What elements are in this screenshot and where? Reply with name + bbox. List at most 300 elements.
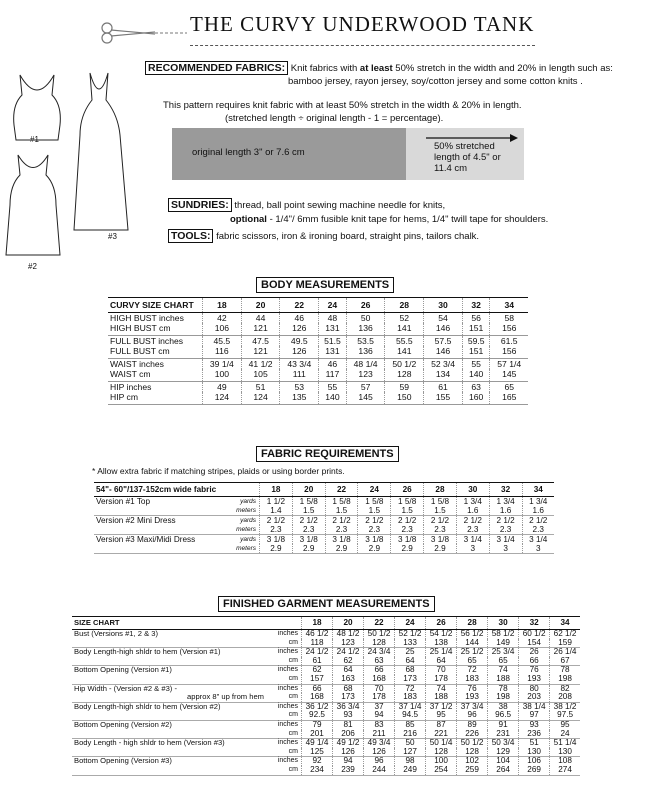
unit-label: yards — [240, 498, 256, 505]
table-cell: 87 — [426, 720, 457, 729]
table-cell: 188 — [426, 693, 457, 702]
table-cell: 96 — [364, 757, 395, 766]
table-cell: 45.5 — [203, 336, 242, 347]
row-label: HIGH BUST cm — [108, 323, 203, 336]
table-header-row — [108, 298, 528, 313]
table-cell: 2.3 — [489, 525, 522, 535]
table-cell: 51.5 — [319, 336, 347, 347]
table-cell: 140 — [462, 369, 490, 382]
size-header: 32 — [519, 617, 550, 630]
table-cell: 2 1/2 — [522, 516, 554, 526]
size-header: 18 — [302, 617, 333, 630]
table-cell: 49 — [203, 382, 242, 393]
table-cell: 37 3/4 — [457, 702, 488, 711]
row-label — [72, 675, 268, 684]
table-cell: 2.9 — [260, 544, 293, 554]
table-cell: 206 — [333, 730, 364, 739]
unit-label: cm — [268, 730, 302, 739]
table-cell: 62 1/2 — [550, 630, 580, 639]
table-cell: 50 — [395, 739, 426, 748]
table-cell: 130 — [519, 748, 550, 757]
original-length-label: original length 3" or 7.6 cm — [192, 147, 305, 158]
row-label: approx 8" up from hem — [72, 693, 268, 702]
size-header: 30 — [424, 298, 463, 313]
table-cell: 52 1/2 — [395, 630, 426, 639]
table-cell: 183 — [457, 675, 488, 684]
body-measurements-table — [108, 297, 528, 405]
size-header: 32 — [462, 298, 490, 313]
unit-label: inches — [277, 666, 298, 674]
table-cell: 117 — [319, 369, 347, 382]
unit-label: cm — [268, 675, 302, 684]
row-label: Bottom Opening (Version #1) — [74, 665, 172, 675]
table-cell: 2 1/2 — [489, 516, 522, 526]
table-cell: 51 — [519, 739, 550, 748]
size-header: 24 — [319, 298, 347, 313]
table-cell: 155 — [424, 392, 463, 405]
table-cell: 67 — [550, 657, 580, 666]
table-cell: 2.3 — [260, 525, 293, 535]
table-cell: 50 1/2 — [364, 630, 395, 639]
table-header-row — [94, 483, 554, 497]
page-title: THE CURVY UNDERWOOD TANK — [190, 12, 535, 36]
size-header: 22 — [325, 483, 358, 497]
stretch-line2: (stretched length ÷ original length - 1 = percentage). — [225, 113, 444, 124]
table-cell: 59 — [385, 382, 424, 393]
table-cell: 149 — [488, 639, 519, 648]
table-cell: 76 — [457, 684, 488, 693]
table-cell: 57.5 — [424, 336, 463, 347]
table-cell: 3 — [489, 544, 522, 554]
table-cell: 133 — [395, 639, 426, 648]
table-row — [94, 544, 554, 554]
table-cell: 2 1/2 — [391, 516, 424, 526]
table-row — [94, 516, 554, 526]
size-header: 28 — [424, 483, 457, 497]
table-cell: 61 — [302, 657, 333, 666]
table-cell: 49.5 — [280, 336, 319, 347]
table-cell: 49 1/4 — [302, 739, 333, 748]
size-header: 32 — [489, 483, 522, 497]
table-cell: 203 — [519, 693, 550, 702]
row-label — [94, 544, 216, 554]
garment-sketches — [0, 65, 170, 280]
table-cell: 83 — [364, 720, 395, 729]
table-cell: 50 1/2 — [385, 359, 424, 370]
table-cell: 46 1/2 — [302, 630, 333, 639]
unit-label: yards — [240, 517, 256, 524]
finished-measurements-title: FINISHED GARMENT MEASUREMENTS — [218, 596, 435, 612]
table-row — [108, 346, 528, 359]
size-header: 18 — [203, 298, 242, 313]
table-cell: 93 — [333, 711, 364, 720]
table-row — [72, 766, 580, 775]
table-cell: 2.9 — [391, 544, 424, 554]
table-cell: 2 1/2 — [424, 516, 457, 526]
table-cell: 78 — [488, 684, 519, 693]
table-cell: 126 — [280, 346, 319, 359]
table-cell: 1.5 — [424, 506, 457, 516]
table-cell: 193 — [519, 675, 550, 684]
table-cell: 106 — [519, 757, 550, 766]
table-cell: 1 5/8 — [325, 497, 358, 507]
table-cell: 65 — [488, 657, 519, 666]
table-cell: 41 1/2 — [241, 359, 280, 370]
table-cell: 55 — [462, 359, 490, 370]
table-cell: 3 1/8 — [358, 535, 391, 545]
table-cell: 26 — [519, 648, 550, 657]
table-cell: 70 — [426, 666, 457, 675]
table-cell: 159 — [550, 639, 580, 648]
table-cell: 52 — [385, 313, 424, 324]
table-cell: 38 1/2 — [550, 702, 580, 711]
version1-top-sketch — [14, 75, 61, 140]
size-header: 34 — [490, 298, 528, 313]
table-cell: 2 1/2 — [292, 516, 325, 526]
unit-label: cm — [268, 711, 302, 720]
table-header-row — [72, 617, 580, 630]
recommended-fabrics — [145, 62, 640, 75]
table-cell: 136 — [346, 346, 385, 359]
size-header: 26 — [426, 617, 457, 630]
table-cell: 3 1/4 — [456, 535, 489, 545]
table-cell: 62 — [333, 657, 364, 666]
sundries-label: SUNDRIES: — [168, 198, 232, 212]
table-cell: 64 — [395, 657, 426, 666]
size-chart-header: CURVY SIZE CHART — [108, 298, 203, 313]
table-cell: 52 3/4 — [424, 359, 463, 370]
table-cell: 76 — [519, 666, 550, 675]
table-cell: 62 — [302, 666, 333, 675]
table-cell: 43 3/4 — [280, 359, 319, 370]
table-cell: 66 — [519, 657, 550, 666]
table-cell: 141 — [385, 323, 424, 336]
table-cell: 168 — [364, 675, 395, 684]
size-header: 24 — [395, 617, 426, 630]
table-cell: 121 — [241, 346, 280, 359]
size-header: 30 — [456, 483, 489, 497]
table-cell: 91 — [488, 720, 519, 729]
table-cell: 46 — [280, 313, 319, 324]
table-cell: 65 — [490, 382, 528, 393]
size-header: 24 — [358, 483, 391, 497]
table-cell: 49 1/2 — [333, 739, 364, 748]
table-cell: 64 — [333, 666, 364, 675]
table-cell: 58 — [490, 313, 528, 324]
stretched-line3: 11.4 cm — [434, 163, 468, 174]
table-row — [108, 313, 528, 324]
table-cell: 3 1/4 — [489, 535, 522, 545]
table-cell: 226 — [457, 730, 488, 739]
table-cell: 98 — [395, 757, 426, 766]
row-label: Bottom Opening (Version #3) — [74, 756, 172, 766]
table-cell: 2 1/2 — [456, 516, 489, 526]
table-cell: 160 — [462, 392, 490, 405]
table-cell: 37 1/4 — [395, 702, 426, 711]
size-header: 34 — [550, 617, 580, 630]
table-cell: 121 — [241, 323, 280, 336]
size-header: 28 — [457, 617, 488, 630]
table-cell: 70 — [364, 684, 395, 693]
row-label: Hip Width - (Version #2 & #3) - — [74, 683, 177, 693]
table-cell: 25 1/2 — [457, 648, 488, 657]
table-cell: 138 — [426, 639, 457, 648]
table-cell: 118 — [302, 639, 333, 648]
table-cell: 89 — [457, 720, 488, 729]
table-cell: 173 — [395, 675, 426, 684]
table-cell: 140 — [319, 392, 347, 405]
table-cell: 126 — [333, 748, 364, 757]
size-header: 30 — [488, 617, 519, 630]
table-cell: 1.6 — [456, 506, 489, 516]
table-cell: 111 — [280, 369, 319, 382]
table-row — [108, 323, 528, 336]
table-cell: 24 1/2 — [302, 648, 333, 657]
table-cell: 92.5 — [302, 711, 333, 720]
unit-label: inches — [277, 684, 298, 692]
table-cell: 123 — [333, 639, 364, 648]
table-cell: 1.4 — [260, 506, 293, 516]
unit-label: cm — [268, 766, 302, 775]
row-label: FULL BUST cm — [108, 346, 203, 359]
table-row — [94, 497, 554, 507]
table-cell: 61.5 — [490, 336, 528, 347]
table-cell: 48 — [319, 313, 347, 324]
table-row — [94, 525, 554, 535]
table-cell: 1.5 — [325, 506, 358, 516]
table-cell: 36 3/4 — [333, 702, 364, 711]
table-cell: 1 3/4 — [489, 497, 522, 507]
table-cell: 66 — [302, 684, 333, 693]
table-cell: 136 — [346, 323, 385, 336]
table-cell: 1.5 — [358, 506, 391, 516]
fabrics-text-a: Knit fabrics with — [290, 63, 358, 74]
table-cell: 72 — [395, 684, 426, 693]
label-version3: #3 — [108, 232, 117, 241]
unit-label: yards — [240, 536, 256, 543]
table-cell: 2 1/2 — [358, 516, 391, 526]
fabric-requirements-table — [94, 482, 554, 554]
table-cell: 2.3 — [391, 525, 424, 535]
table-cell: 104 — [488, 757, 519, 766]
table-cell: 85 — [395, 720, 426, 729]
table-cell: 106 — [203, 323, 242, 336]
table-cell: 3 — [522, 544, 554, 554]
original-length-bar — [172, 128, 406, 180]
table-cell: 61 — [424, 382, 463, 393]
size-header: 22 — [364, 617, 395, 630]
table-cell: 269 — [519, 766, 550, 775]
table-cell: 1 3/4 — [522, 497, 554, 507]
table-cell: 165 — [490, 392, 528, 405]
table-cell: 2.3 — [424, 525, 457, 535]
table-cell: 221 — [426, 730, 457, 739]
table-cell: 150 — [385, 392, 424, 405]
table-cell: 108 — [550, 757, 580, 766]
table-cell: 100 — [203, 369, 242, 382]
sundries-text: thread, ball point sewing machine needle for knits, — [234, 200, 446, 211]
table-cell: 102 — [457, 757, 488, 766]
table-cell: 1 5/8 — [358, 497, 391, 507]
table-cell: 47.5 — [241, 336, 280, 347]
fabrics-text-bold: at least — [359, 63, 393, 74]
row-label: Version #3 Maxi/Midi Dress — [96, 535, 196, 544]
table-cell: 236 — [519, 730, 550, 739]
tools-label: TOOLS: — [168, 229, 213, 243]
table-cell: 25 — [395, 648, 426, 657]
table-cell: 201 — [302, 730, 333, 739]
table-cell: 97.5 — [550, 711, 580, 720]
table-cell: 274 — [550, 766, 580, 775]
version2-dress-sketch — [6, 155, 60, 255]
table-cell: 24 3/4 — [364, 648, 395, 657]
table-cell: 157 — [302, 675, 333, 684]
table-cell: 1 5/8 — [391, 497, 424, 507]
unit-label: inches — [277, 702, 298, 710]
sundries — [168, 199, 445, 212]
table-cell: 126 — [364, 748, 395, 757]
table-cell: 234 — [302, 766, 333, 775]
table-cell: 95 — [550, 720, 580, 729]
table-cell: 36 1/2 — [302, 702, 333, 711]
table-cell: 68 — [333, 684, 364, 693]
table-cell: 74 — [488, 666, 519, 675]
table-cell: 78 — [550, 666, 580, 675]
size-header: 26 — [391, 483, 424, 497]
table-cell: 25 1/4 — [426, 648, 457, 657]
row-label: WAIST cm — [108, 369, 203, 382]
table-cell: 131 — [319, 323, 347, 336]
table-cell: 51 — [241, 382, 280, 393]
unit-label: meters — [216, 525, 260, 535]
row-label: Body Length-high shldr to hem (Version #2) — [74, 701, 221, 711]
size-header: 26 — [346, 298, 385, 313]
table-cell: 1 5/8 — [424, 497, 457, 507]
table-cell: 66 — [364, 666, 395, 675]
unit-label: meters — [216, 506, 260, 516]
table-row — [72, 693, 580, 702]
fabric-width-header: 54"- 60"/137-152cm wide fabric — [94, 483, 260, 497]
table-cell: 94 — [333, 757, 364, 766]
table-cell: 151 — [462, 346, 490, 359]
finished-measurements-table — [72, 616, 580, 776]
table-cell: 145 — [346, 392, 385, 405]
table-cell: 168 — [302, 693, 333, 702]
table-cell: 38 — [488, 702, 519, 711]
table-cell: 48 1/2 — [333, 630, 364, 639]
table-row — [94, 535, 554, 545]
table-cell: 1.6 — [489, 506, 522, 516]
table-cell: 141 — [385, 346, 424, 359]
row-label: HIP inches — [110, 382, 152, 392]
table-cell: 24 — [550, 730, 580, 739]
table-cell: 178 — [364, 693, 395, 702]
table-cell: 2.3 — [292, 525, 325, 535]
label-version1: #1 — [30, 135, 39, 144]
table-cell: 55.5 — [385, 336, 424, 347]
table-cell: 94.5 — [395, 711, 426, 720]
row-label — [94, 525, 216, 535]
row-label: Bottom Opening (Version #2) — [74, 719, 172, 729]
table-cell: 128 — [426, 748, 457, 757]
table-cell: 42 — [203, 313, 242, 324]
table-row — [108, 392, 528, 405]
stretched-line1: 50% stretched — [434, 141, 495, 152]
table-cell: 126 — [280, 323, 319, 336]
table-cell: 81 — [333, 720, 364, 729]
table-cell: 2.3 — [358, 525, 391, 535]
table-cell: 156 — [490, 323, 528, 336]
scissors-ornament-icon — [95, 20, 190, 44]
table-cell: 129 — [488, 748, 519, 757]
table-cell: 38 1/4 — [519, 702, 550, 711]
table-cell: 128 — [364, 639, 395, 648]
table-cell: 249 — [395, 766, 426, 775]
table-cell: 2.9 — [358, 544, 391, 554]
sundries-optional-bold: optional — [230, 214, 267, 225]
table-cell: 56 1/2 — [457, 630, 488, 639]
table-cell: 3 1/8 — [292, 535, 325, 545]
table-cell: 80 — [519, 684, 550, 693]
table-cell: 128 — [385, 369, 424, 382]
table-cell: 37 1/2 — [426, 702, 457, 711]
table-cell: 183 — [395, 693, 426, 702]
table-cell: 134 — [424, 369, 463, 382]
table-cell: 135 — [280, 392, 319, 405]
table-cell: 163 — [333, 675, 364, 684]
table-cell: 57 1/4 — [490, 359, 528, 370]
table-cell: 193 — [457, 693, 488, 702]
table-row — [108, 336, 528, 347]
table-cell: 128 — [457, 748, 488, 757]
table-cell: 68 — [395, 666, 426, 675]
size-header: 20 — [292, 483, 325, 497]
table-cell: 2 1/2 — [325, 516, 358, 526]
tools — [168, 230, 479, 243]
table-cell: 211 — [364, 730, 395, 739]
table-cell: 50 3/4 — [488, 739, 519, 748]
table-cell: 56 — [462, 313, 490, 324]
table-cell: 100 — [426, 757, 457, 766]
table-cell: 64 — [426, 657, 457, 666]
table-cell: 244 — [364, 766, 395, 775]
table-cell: 146 — [424, 323, 463, 336]
table-cell: 173 — [333, 693, 364, 702]
row-label — [72, 766, 268, 775]
table-cell: 239 — [333, 766, 364, 775]
table-cell: 1 1/2 — [260, 497, 293, 507]
tools-text: fabric scissors, iron & ironing board, straight pins, tailors chalk. — [216, 231, 480, 242]
sundries-optional-text: - 1/4"/ 6mm fusible knit tape for hems, 1/4" twill tape for shoulders. — [266, 214, 549, 225]
table-cell: 1 3/4 — [456, 497, 489, 507]
row-label: HIGH BUST inches — [110, 313, 184, 323]
table-cell: 3 1/8 — [325, 535, 358, 545]
table-cell: 3 1/4 — [522, 535, 554, 545]
unit-label: meters — [216, 544, 260, 554]
table-cell: 72 — [457, 666, 488, 675]
table-cell: 116 — [203, 346, 242, 359]
row-label: Bust (Versions #1, 2 & 3) — [74, 629, 158, 638]
table-cell: 39 1/4 — [203, 359, 242, 370]
unit-label: cm — [268, 693, 302, 702]
table-row — [108, 359, 528, 370]
row-label: Version #2 Mini Dress — [96, 516, 176, 525]
table-cell: 154 — [519, 639, 550, 648]
unit-label: inches — [277, 648, 298, 656]
table-cell: 131 — [319, 346, 347, 359]
table-cell: 264 — [488, 766, 519, 775]
table-cell: 198 — [488, 693, 519, 702]
